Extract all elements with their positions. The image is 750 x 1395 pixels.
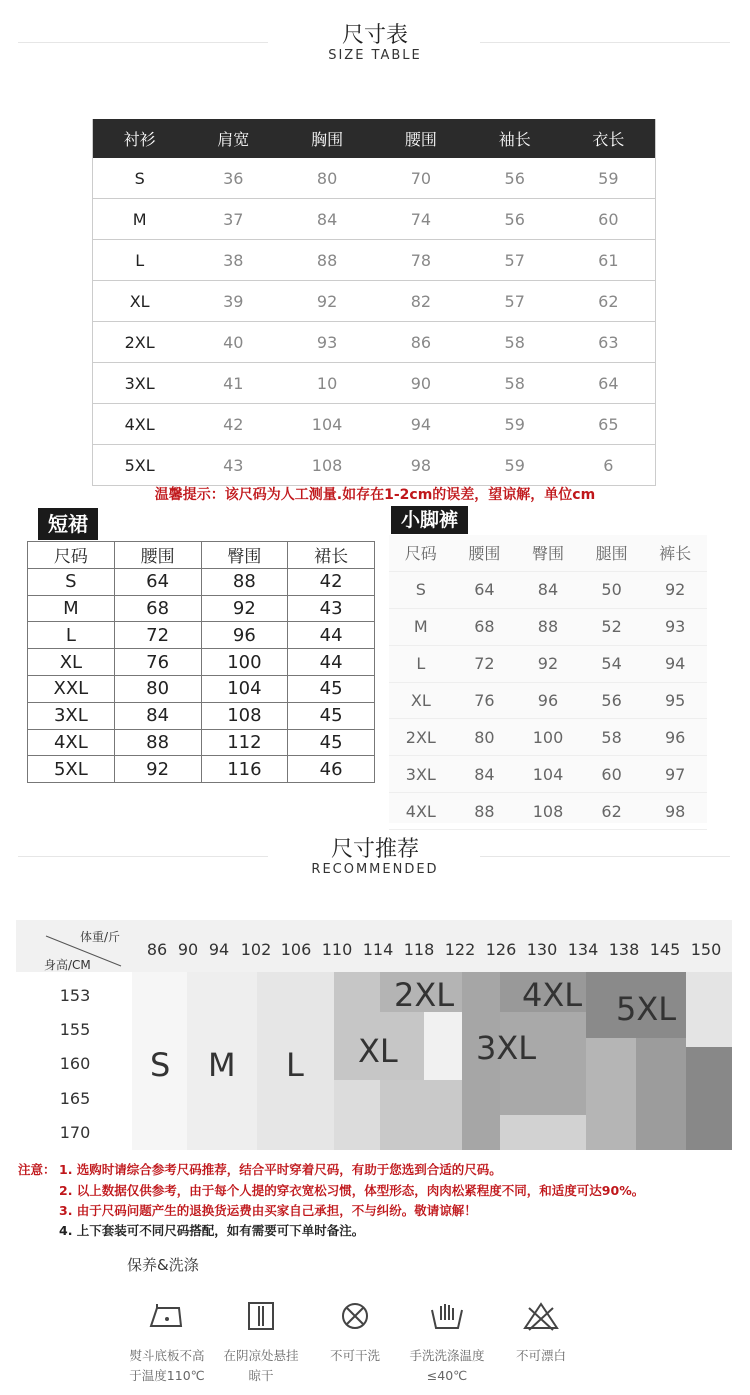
shirt-cell: 84 — [280, 199, 374, 240]
size-label-m: M — [208, 1046, 236, 1084]
shirt-cell: 3XL — [93, 363, 187, 404]
shirt-cell: 41 — [186, 363, 280, 404]
shirt-row — [93, 158, 656, 199]
skirt-header-cell: 臀围 — [201, 542, 288, 569]
shirt-cell: 94 — [374, 404, 468, 445]
weight-value: 138 — [608, 940, 640, 959]
pants-cell: 94 — [643, 645, 707, 682]
shirt-cell: 43 — [186, 445, 280, 486]
shirt-row — [93, 240, 656, 281]
recommended-subtitle: RECOMMENDED — [311, 862, 439, 877]
weight-value: 130 — [526, 940, 558, 959]
shirt-cell: 59 — [562, 158, 656, 199]
skirt-cell: 96 — [201, 622, 288, 649]
pants-cell: 88 — [453, 793, 517, 830]
shirt-cell: 56 — [468, 199, 562, 240]
height-value: 160 — [59, 1054, 91, 1073]
pants-cell: 100 — [516, 719, 580, 756]
pants-cell: 50 — [580, 571, 644, 608]
note-item: 4. 上下套装可不同尺码搭配，如有需要可下单时备注。 — [59, 1223, 365, 1238]
shirt-cell: 42 — [186, 404, 280, 445]
pants-cell: 4XL — [389, 793, 453, 830]
pants-header-cell: 臀围 — [516, 535, 580, 571]
recommended-title: 尺寸推荐 — [330, 837, 419, 862]
shirt-cell: 38 — [186, 240, 280, 281]
pants-cell: S — [389, 571, 453, 608]
shirt-cell: 10 — [280, 363, 374, 404]
shirt-cell: 92 — [280, 281, 374, 322]
hang-dry-icon — [216, 1300, 306, 1336]
note-item: 1. 选购时请综合参考尺码推荐，结合平时穿着尺码，有助于您选到合适的尺码。 — [59, 1162, 502, 1177]
weight-value: 150 — [690, 940, 722, 959]
shirt-cell: 63 — [562, 322, 656, 363]
skirt-cell: 80 — [114, 675, 201, 702]
skirt-cell: 45 — [288, 729, 375, 756]
skirt-cell: 88 — [114, 729, 201, 756]
shirt-cell: 93 — [280, 322, 374, 363]
skirt-row — [28, 675, 375, 702]
skirt-cell: 46 — [288, 756, 375, 783]
shirt-cell: 86 — [374, 322, 468, 363]
pants-cell: 54 — [580, 645, 644, 682]
skirt-row — [28, 595, 375, 622]
size-label-3xl: 3XL — [476, 1029, 537, 1067]
skirt-header-cell: 尺码 — [28, 542, 115, 569]
skirt-cell: 104 — [201, 675, 288, 702]
shirt-cell: 80 — [280, 158, 374, 199]
pants-cell: 68 — [453, 608, 517, 645]
shirt-row — [93, 445, 656, 486]
skirt-cell: 112 — [201, 729, 288, 756]
skirt-cell: 44 — [288, 649, 375, 676]
pants-cell: 64 — [453, 571, 517, 608]
pants-header-cell: 裤长 — [643, 535, 707, 571]
pants-cell: 95 — [643, 682, 707, 719]
shirt-size-table — [92, 119, 656, 486]
notes-prefix: 注意： — [18, 1162, 56, 1177]
skirt-cell: 88 — [201, 568, 288, 595]
pants-cell: 72 — [453, 645, 517, 682]
skirt-cell: 64 — [114, 568, 201, 595]
skirt-cell: 3XL — [28, 702, 115, 729]
pants-cell: 62 — [580, 793, 644, 830]
skirt-header-cell: 裙长 — [288, 542, 375, 569]
skirt-size-table — [27, 541, 375, 783]
size-label-2xl: 2XL — [394, 976, 455, 1014]
pants-cell: XL — [389, 682, 453, 719]
size-label-5xl: 5XL — [616, 990, 677, 1028]
shirt-cell: 2XL — [93, 322, 187, 363]
size-label-l: L — [286, 1046, 304, 1084]
shirt-header-cell: 肩宽 — [186, 119, 280, 158]
block-edge — [686, 972, 732, 1047]
pants-cell: 97 — [643, 756, 707, 793]
shirt-row — [93, 281, 656, 322]
shirt-cell: 65 — [562, 404, 656, 445]
shirt-cell: 57 — [468, 281, 562, 322]
skirt-cell: XL — [28, 649, 115, 676]
skirt-cell: 45 — [288, 702, 375, 729]
shirt-cell: 56 — [468, 158, 562, 199]
weight-value: 86 — [146, 940, 168, 959]
care-label: 手洗洗涤温度 ≤40℃ — [409, 1348, 485, 1383]
height-value: 153 — [59, 986, 91, 1005]
skirt-cell: 44 — [288, 622, 375, 649]
shirt-cell: 58 — [468, 322, 562, 363]
shirt-cell: XL — [93, 281, 187, 322]
skirt-cell: 92 — [114, 756, 201, 783]
block-2xl-lower — [380, 1080, 462, 1150]
care-label: 熨斗底板不高 于温度110℃ — [129, 1348, 205, 1383]
skirt-cell: 4XL — [28, 729, 115, 756]
pants-cell: 60 — [580, 756, 644, 793]
shirt-header-cell: 衣长 — [562, 119, 656, 158]
skirt-row — [28, 649, 375, 676]
pants-row — [389, 682, 707, 719]
skirt-cell: 108 — [201, 702, 288, 729]
shirt-cell: S — [93, 158, 187, 199]
shirt-cell: 58 — [468, 363, 562, 404]
skirt-header-row — [28, 542, 375, 569]
size-label-4xl: 4XL — [522, 976, 583, 1014]
shirt-cell: 108 — [280, 445, 374, 486]
skirt-row — [28, 702, 375, 729]
skirt-cell: 5XL — [28, 756, 115, 783]
pants-cell: M — [389, 608, 453, 645]
skirt-row — [28, 568, 375, 595]
weight-value: 102 — [240, 940, 272, 959]
pants-row — [389, 793, 707, 830]
shirt-cell: 36 — [186, 158, 280, 199]
shirt-cell: 98 — [374, 445, 468, 486]
iron-icon — [122, 1300, 212, 1336]
height-value: 170 — [59, 1123, 91, 1142]
height-value: 155 — [59, 1020, 91, 1039]
shirt-row — [93, 404, 656, 445]
pants-cell: 58 — [580, 719, 644, 756]
weight-value: 145 — [649, 940, 681, 959]
shirt-header-cell: 袖长 — [468, 119, 562, 158]
pants-row — [389, 645, 707, 682]
block-3xl-lower — [500, 1115, 586, 1150]
skirt-cell: 100 — [201, 649, 288, 676]
no-dry-clean-icon — [310, 1300, 400, 1336]
shirt-cell: 61 — [562, 240, 656, 281]
skirt-cell: L — [28, 622, 115, 649]
pants-header-cell: 腿围 — [580, 535, 644, 571]
shirt-row — [93, 322, 656, 363]
pants-header-row — [389, 535, 707, 571]
shirt-cell: 40 — [186, 322, 280, 363]
hand-wash-icon — [402, 1300, 492, 1336]
skirt-cell: M — [28, 595, 115, 622]
pants-row — [389, 719, 707, 756]
skirt-cell: 68 — [114, 595, 201, 622]
shirt-header-cell: 衬衫 — [93, 119, 187, 158]
skirt-cell: 116 — [201, 756, 288, 783]
note-item: 2. 以上数据仅供参考，由于每个人提的穿衣宽松习惯，体型形态，肉肉松紧程度不同，和适度可达90%。 — [59, 1183, 645, 1198]
shirt-cell: 37 — [186, 199, 280, 240]
shirt-cell: 70 — [374, 158, 468, 199]
weight-value: 106 — [280, 940, 312, 959]
shirt-row — [93, 199, 656, 240]
shirt-cell: 78 — [374, 240, 468, 281]
shirt-cell: L — [93, 240, 187, 281]
pants-header-cell: 尺码 — [389, 535, 453, 571]
skirt-header-cell: 腰围 — [114, 542, 201, 569]
block-edge-lower — [686, 1047, 732, 1150]
shirt-cell: 5XL — [93, 445, 187, 486]
pants-cell: 92 — [516, 645, 580, 682]
shirt-cell: 59 — [468, 445, 562, 486]
shirt-cell: 64 — [562, 363, 656, 404]
grid-corner-cell — [16, 920, 132, 972]
pants-size-table — [389, 535, 707, 830]
pants-cell: 96 — [643, 719, 707, 756]
block-xl-lower — [334, 1080, 380, 1150]
size-table-subtitle: SIZE TABLE — [328, 48, 422, 63]
shirt-cell: 60 — [562, 199, 656, 240]
skirt-cell: 42 — [288, 568, 375, 595]
skirt-row — [28, 729, 375, 756]
pants-cell: 92 — [643, 571, 707, 608]
weight-value: 126 — [485, 940, 517, 959]
shirt-cell: 39 — [186, 281, 280, 322]
pants-cell: 56 — [580, 682, 644, 719]
size-label-s: S — [150, 1046, 171, 1084]
shirt-header-cell: 胸围 — [280, 119, 374, 158]
care-title: 保养&洗涤 — [127, 1256, 199, 1274]
pants-header-cell: 腰围 — [453, 535, 517, 571]
pants-tag: 小脚裤 — [391, 506, 468, 534]
size-label-xl: XL — [358, 1032, 398, 1070]
pants-cell: 93 — [643, 608, 707, 645]
shirt-cell: 59 — [468, 404, 562, 445]
pants-cell: 88 — [516, 608, 580, 645]
shirt-cell: 6 — [562, 445, 656, 486]
pants-cell: 98 — [643, 793, 707, 830]
weight-axis-label: 体重/斤 — [80, 930, 121, 944]
shirt-cell: 74 — [374, 199, 468, 240]
shirt-header-row — [93, 119, 656, 158]
block-5xl-lower — [586, 1038, 636, 1150]
pants-cell: 2XL — [389, 719, 453, 756]
pants-row — [389, 608, 707, 645]
size-table-title: 尺寸表 — [341, 23, 408, 48]
care-label: 不可漂白 — [515, 1348, 566, 1363]
care-label: 在阴凉处悬挂 晾干 — [223, 1348, 299, 1383]
skirt-cell: XXL — [28, 675, 115, 702]
shirt-cell: 57 — [468, 240, 562, 281]
shirt-cell: 62 — [562, 281, 656, 322]
no-bleach-icon — [496, 1300, 586, 1336]
skirt-cell: 76 — [114, 649, 201, 676]
shirt-cell: 82 — [374, 281, 468, 322]
pants-cell: L — [389, 645, 453, 682]
skirt-row — [28, 756, 375, 783]
shirt-cell: 4XL — [93, 404, 187, 445]
skirt-cell: 92 — [201, 595, 288, 622]
skirt-tag: 短裙 — [38, 508, 98, 540]
height-value: 165 — [59, 1089, 91, 1108]
shirt-header-cell: 腰围 — [374, 119, 468, 158]
skirt-cell: 84 — [114, 702, 201, 729]
skirt-cell: S — [28, 568, 115, 595]
pants-cell: 80 — [453, 719, 517, 756]
block-5xl-lower2 — [636, 1038, 686, 1150]
shirt-cell: 104 — [280, 404, 374, 445]
pants-cell: 84 — [516, 571, 580, 608]
shirt-cell: 90 — [374, 363, 468, 404]
pants-cell: 96 — [516, 682, 580, 719]
pants-cell: 3XL — [389, 756, 453, 793]
weight-value: 90 — [177, 940, 199, 959]
weight-value: 114 — [362, 940, 394, 959]
pants-cell: 84 — [453, 756, 517, 793]
weight-value: 122 — [444, 940, 476, 959]
skirt-row — [28, 622, 375, 649]
shirt-row — [93, 363, 656, 404]
weight-value: 110 — [321, 940, 353, 959]
height-axis-label: 身高/CM — [44, 958, 91, 972]
note-item: 3. 由于尺码问题产生的退换货运费由买家自己承担，不与纠纷。敬请谅解！ — [59, 1203, 477, 1218]
pants-row — [389, 756, 707, 793]
measurement-tip: 温馨提示：该尺码为人工测量.如存在1-2cm的误差，望谅解，单位cm — [154, 487, 596, 503]
pants-cell: 52 — [580, 608, 644, 645]
pants-row — [389, 571, 707, 608]
skirt-cell: 72 — [114, 622, 201, 649]
care-label: 不可干洗 — [329, 1348, 380, 1363]
pants-cell: 76 — [453, 682, 517, 719]
weight-value: 134 — [567, 940, 599, 959]
weight-value: 118 — [403, 940, 435, 959]
pants-cell: 108 — [516, 793, 580, 830]
shirt-cell: M — [93, 199, 187, 240]
skirt-cell: 43 — [288, 595, 375, 622]
skirt-cell: 45 — [288, 675, 375, 702]
weight-value: 94 — [208, 940, 230, 959]
pants-cell: 104 — [516, 756, 580, 793]
shirt-cell: 88 — [280, 240, 374, 281]
